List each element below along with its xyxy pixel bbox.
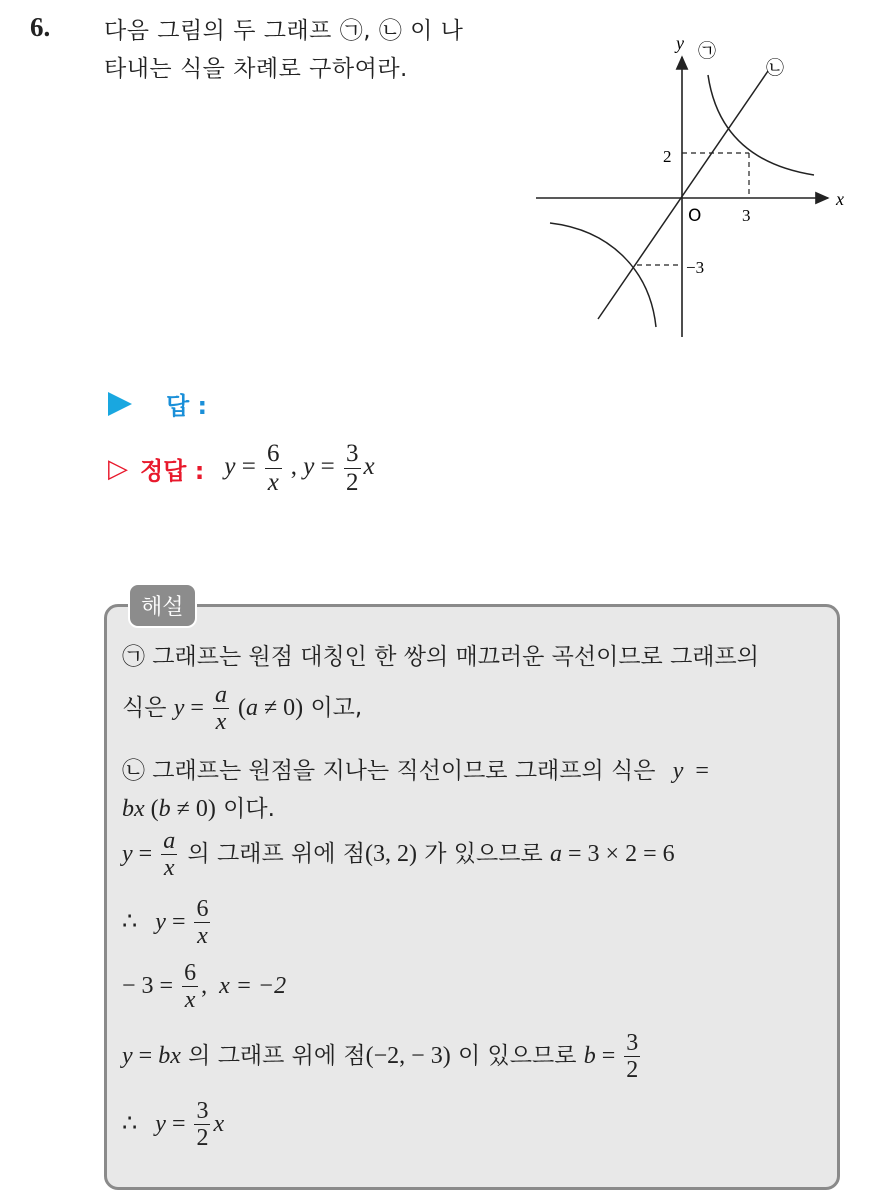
formula-bx: bx (b ≠ 0) bbox=[122, 796, 216, 822]
solution-tag: 해설 bbox=[128, 583, 197, 628]
x-axis-label: x bbox=[836, 189, 844, 209]
y-axis-label: y bbox=[676, 33, 684, 53]
origin-label: O bbox=[688, 206, 702, 226]
solution-line-2-a: 식은 bbox=[122, 695, 167, 722]
correct-answer-row bbox=[108, 440, 375, 497]
solution-line-4-b: 이다. bbox=[223, 796, 275, 822]
solution-line-8 bbox=[122, 1030, 643, 1085]
point-neg2-neg3: (−2, − 3) bbox=[365, 1043, 451, 1070]
tick-label-y-2: 2 bbox=[663, 147, 672, 166]
solution-line-2 bbox=[122, 682, 362, 737]
graph-figure bbox=[530, 25, 850, 345]
curve-graph-a-q1 bbox=[708, 75, 814, 175]
solution-line-3-text: ㉡ 그래프는 원점을 지나는 직선이므로 그래프의 식은 bbox=[122, 758, 656, 784]
question-line-2: 타내는 식을 차례로 구하여라. bbox=[104, 56, 408, 82]
solution-line-6 bbox=[122, 896, 213, 951]
solution-line-8-mid: 의 그래프 위에 점 bbox=[188, 1043, 366, 1070]
solution-line-4 bbox=[122, 790, 275, 823]
point-3-2: (3, 2) bbox=[364, 841, 417, 868]
curve-label-b: ㉡ bbox=[766, 58, 784, 79]
question-text bbox=[104, 12, 514, 88]
outline-triangle-icon: ▷ bbox=[108, 453, 128, 484]
solution-line-8-end: 이 있으므로 bbox=[458, 1043, 577, 1070]
solution-line-1: ㉠ 그래프는 원점 대칭인 한 쌍의 매끄러운 곡선이므로 그래프의 bbox=[122, 644, 759, 670]
formula-result-1: ∴ y = $\frac{6}{x}$ bbox=[122, 896, 209, 950]
play-triangle-icon bbox=[108, 392, 132, 416]
solution-line-9 bbox=[122, 1098, 224, 1153]
solution-line-5-end: 가 있으므로 bbox=[424, 841, 543, 868]
formula-result-2: ∴ y = $\frac{3}{2}$ x bbox=[122, 1098, 225, 1152]
tick-label-x-3: 3 bbox=[742, 206, 751, 225]
line-graph-b bbox=[598, 71, 768, 319]
formula-a-over-x-2: y = $\frac{a}{x}$ bbox=[122, 828, 176, 882]
curve-label-a: ㉠ bbox=[698, 41, 716, 62]
answer-row bbox=[108, 386, 207, 421]
formula-y-bx: y = bx bbox=[122, 1043, 181, 1070]
formula-a-over-x: y = $\frac{a}{x}$ (a ≠ 0) bbox=[173, 682, 304, 736]
question-number: 6. bbox=[30, 12, 51, 42]
answer-label: 답 : bbox=[166, 392, 208, 420]
formula-b-value: b = $\frac{3}{2}$ bbox=[583, 1030, 639, 1084]
solution-line-3 bbox=[122, 752, 709, 785]
correct-answer-label: 정답 : bbox=[140, 457, 205, 486]
solution-line-5 bbox=[122, 828, 675, 883]
solution-line-5-mid: 의 그래프 위에 점 bbox=[187, 841, 365, 868]
question-line-1: 다음 그림의 두 그래프 ㉠, ㉡ 이 나 bbox=[104, 18, 464, 44]
tick-label-y-neg3: −3 bbox=[686, 258, 705, 277]
formula-x-value: x = −2 bbox=[219, 973, 287, 1000]
correct-answer-formula: y = $\frac{6}{x}$ , y = $\frac{3}{2}$ x bbox=[224, 440, 375, 496]
solution-line-7 bbox=[122, 960, 286, 1015]
formula-neg3: − 3 = $\frac{6}{x}$ , x = −2 bbox=[122, 960, 287, 1014]
solution-line-2-b: 이고, bbox=[310, 695, 363, 722]
formula-y-eq: y = bbox=[672, 758, 709, 784]
formula-a-value: a = 3 × 2 = 6 bbox=[550, 841, 675, 868]
